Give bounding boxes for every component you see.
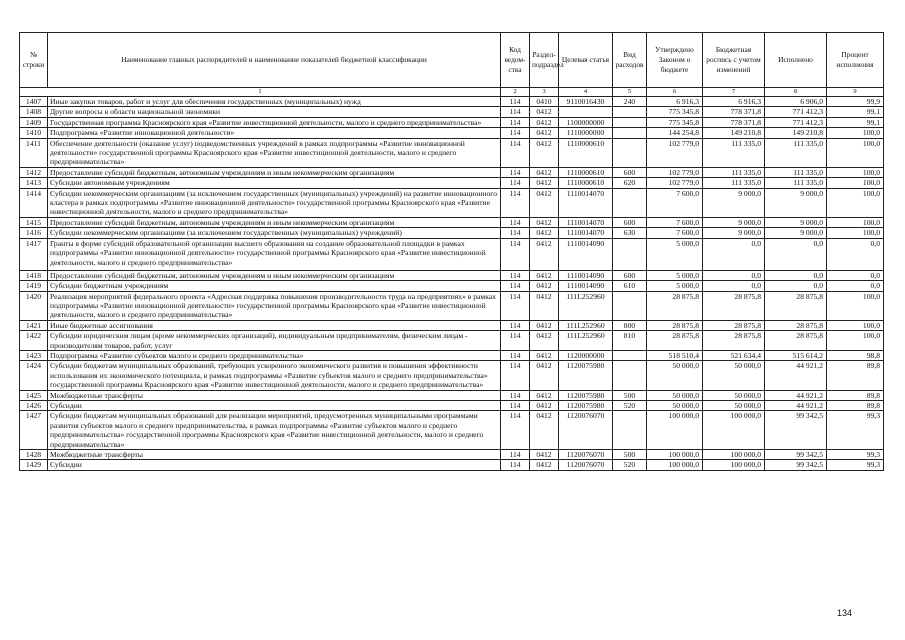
table-row (20, 400, 884, 410)
row-number: 1409 (20, 117, 48, 127)
row-section: 0412 (530, 281, 559, 291)
row-target: 1120076070 (559, 450, 613, 460)
row-percent: 99,3 (827, 411, 884, 450)
row-section: 0412 (530, 331, 559, 351)
row-target: 1110014090 (559, 281, 613, 291)
row-approved: 28 875,8 (647, 291, 703, 320)
row-section: 0412 (530, 291, 559, 320)
row-section: 0412 (530, 217, 559, 227)
table-row (20, 411, 884, 450)
row-number: 1408 (20, 107, 48, 117)
row-target: 1120075980 (559, 361, 613, 390)
table-row (20, 450, 884, 460)
row-expense-type: 520 (613, 460, 647, 470)
row-executed: 111 335,0 (765, 167, 827, 177)
row-dept-code: 114 (501, 167, 530, 177)
row-expense-type: 240 (613, 97, 647, 107)
row-expense-type (613, 128, 647, 138)
row-number: 1424 (20, 361, 48, 390)
column-number: 1 (20, 88, 501, 97)
row-executed: 28 875,8 (765, 320, 827, 330)
row-section: 0412 (530, 167, 559, 177)
row-dept-code: 114 (501, 188, 530, 217)
row-expense-type (613, 107, 647, 117)
row-target: 1110000610 (559, 138, 613, 167)
row-approved: 100 000,0 (647, 411, 703, 450)
row-target: 111L252960 (559, 320, 613, 330)
header-approved: Утверждено Законом о бюджете (647, 33, 703, 88)
table-row (20, 390, 884, 400)
row-approved: 5 000,0 (647, 281, 703, 291)
row-percent: 99,9 (827, 97, 884, 107)
row-executed: 28 875,8 (765, 331, 827, 351)
row-target: 1110000000 (559, 128, 613, 138)
row-budget-list: 111 335,0 (703, 178, 765, 188)
row-section: 0412 (530, 350, 559, 360)
row-dept-code: 114 (501, 291, 530, 320)
row-budget-list: 521 634,4 (703, 350, 765, 360)
row-name: Межбюджетные трансферты (48, 390, 501, 400)
row-executed: 771 412,3 (765, 107, 827, 117)
row-dept-code: 114 (501, 228, 530, 238)
row-name: Обеспечение деятельности (оказание услуг) подведомственных учреждений в рамках подпрограммы «Развитие инновационной деятельности» государственной программы Красноярского края «Развитие инвестиционной деятельности, малого и среднего предпринимательства» (48, 138, 501, 167)
row-number: 1414 (20, 188, 48, 217)
row-percent: 100,0 (827, 320, 884, 330)
row-expense-type: 620 (613, 178, 647, 188)
table-row (20, 270, 884, 280)
row-approved: 50 000,0 (647, 390, 703, 400)
row-expense-type (613, 350, 647, 360)
row-percent: 89,8 (827, 390, 884, 400)
table-row (20, 178, 884, 188)
column-number-row (20, 88, 884, 97)
row-dept-code: 114 (501, 460, 530, 470)
row-section: 0412 (530, 107, 559, 117)
row-dept-code: 114 (501, 117, 530, 127)
row-name: Субсидии некоммерческим организациям (за исключением государственных (муниципальных) учреждений) на развитие инновационного кластера в рамках подпрограммы «Развитие инновационной деятельности» государственной программы Красноярского края «Развитие инвестиционной деятельности, малого и среднего предпринимательства» (48, 188, 501, 217)
row-dept-code: 114 (501, 270, 530, 280)
header-executed: Исполнено (765, 33, 827, 88)
table-row (20, 107, 884, 117)
row-approved: 102 779,0 (647, 178, 703, 188)
table-row (20, 188, 884, 217)
row-approved: 6 916,3 (647, 97, 703, 107)
row-percent: 100,0 (827, 291, 884, 320)
row-target: 1110014070 (559, 217, 613, 227)
header-section: Раздел-подраздел (530, 33, 559, 88)
row-executed: 9 000,0 (765, 228, 827, 238)
row-executed: 9 000,0 (765, 217, 827, 227)
column-number: 9 (827, 88, 884, 97)
row-budget-list: 50 000,0 (703, 361, 765, 390)
row-target: 111L252960 (559, 291, 613, 320)
row-percent: 0,0 (827, 270, 884, 280)
table-row (20, 281, 884, 291)
row-target: 1120000000 (559, 350, 613, 360)
row-budget-list: 28 875,8 (703, 331, 765, 351)
column-number: 3 (530, 88, 559, 97)
row-expense-type: 610 (613, 281, 647, 291)
row-expense-type: 810 (613, 331, 647, 351)
page-number: 134 (837, 608, 853, 618)
row-executed: 99 342,5 (765, 460, 827, 470)
row-budget-list: 778 371,8 (703, 107, 765, 117)
row-approved: 7 600,0 (647, 217, 703, 227)
row-target: 1110000610 (559, 167, 613, 177)
row-target: 1100000000 (559, 117, 613, 127)
header-target: Целевая статья (559, 33, 613, 88)
table-row (20, 320, 884, 330)
row-name: Предоставление субсидий бюджетным, автономным учреждениям и иным некоммерческим организациям (48, 217, 501, 227)
row-section: 0410 (530, 97, 559, 107)
row-dept-code: 114 (501, 350, 530, 360)
row-section: 0412 (530, 270, 559, 280)
row-dept-code: 114 (501, 238, 530, 270)
row-executed: 44 921,2 (765, 361, 827, 390)
table-row (20, 138, 884, 167)
row-section: 0412 (530, 117, 559, 127)
row-section: 0412 (530, 128, 559, 138)
row-section: 0412 (530, 228, 559, 238)
row-number: 1417 (20, 238, 48, 270)
row-expense-type: 800 (613, 320, 647, 330)
row-expense-type: 500 (613, 450, 647, 460)
row-name: Иные закупки товаров, работ и услуг для обеспечения государственных (муниципальных) нужд (48, 97, 501, 107)
row-percent: 0,0 (827, 281, 884, 291)
row-approved: 100 000,0 (647, 460, 703, 470)
table-row (20, 97, 884, 107)
row-section: 0412 (530, 178, 559, 188)
row-executed: 6 906,0 (765, 97, 827, 107)
column-number: 7 (703, 88, 765, 97)
row-expense-type: 600 (613, 217, 647, 227)
row-budget-list: 50 000,0 (703, 400, 765, 410)
row-dept-code: 114 (501, 411, 530, 450)
row-executed: 111 335,0 (765, 178, 827, 188)
row-name: Межбюджетные трансферты (48, 450, 501, 460)
row-name: Субсидии (48, 460, 501, 470)
row-approved: 28 875,8 (647, 331, 703, 351)
row-budget-list: 0,0 (703, 238, 765, 270)
header-row-no: № строки (20, 33, 48, 88)
column-number: 4 (559, 88, 613, 97)
row-name: Субсидии юридическим лицам (кроме некоммерческих организаций), индивидуальным предпринимателям, физическим лицам - производителям товаров, работ, услуг (48, 331, 501, 351)
table-header-row (20, 33, 884, 88)
header-expense-type: Вид расходов (613, 33, 647, 88)
row-expense-type: 600 (613, 270, 647, 280)
row-executed: 44 921,2 (765, 390, 827, 400)
row-budget-list: 28 875,8 (703, 291, 765, 320)
row-executed: 99 342,5 (765, 450, 827, 460)
row-name: Реализация мероприятий федерального проекта «Адресная поддержка повышения производительности труда на предприятиях» в рамках подпрограммы «Развитие инновационной деятельности» государственной программы Красноярского края «Развитие инвестиционной деятельности, малого и среднего предпринимательства» (48, 291, 501, 320)
row-expense-type (613, 138, 647, 167)
row-expense-type (613, 117, 647, 127)
row-number: 1412 (20, 167, 48, 177)
row-section: 0412 (530, 450, 559, 460)
row-expense-type: 520 (613, 400, 647, 410)
row-approved: 50 000,0 (647, 361, 703, 390)
row-expense-type: 600 (613, 167, 647, 177)
row-name: Субсидии автономным учреждениям (48, 178, 501, 188)
row-name: Субсидии бюджетам муниципальных образований для реализации мероприятий, предусмотренных муниципальными программами развития субъектов малого и среднего предпринимательства, в рамках подпрограммы «Развитие субъектов малого и среднего предпринимательства» государственной программы Красноярского края «Развитие инвестиционной деятельности, малого и среднего предпринимательства» (48, 411, 501, 450)
row-budget-list: 111 335,0 (703, 167, 765, 177)
table-row (20, 291, 884, 320)
row-number: 1422 (20, 331, 48, 351)
row-number: 1429 (20, 460, 48, 470)
table-row (20, 331, 884, 351)
row-dept-code: 114 (501, 217, 530, 227)
row-executed: 149 210,8 (765, 128, 827, 138)
row-dept-code: 114 (501, 107, 530, 117)
row-budget-list: 100 000,0 (703, 411, 765, 450)
row-budget-list: 9 000,0 (703, 228, 765, 238)
row-name: Иные бюджетные ассигнования (48, 320, 501, 330)
row-budget-list: 778 371,8 (703, 117, 765, 127)
row-approved: 102 779,0 (647, 138, 703, 167)
row-name: Субсидии бюджетам муниципальных образований, требующих ускоренного экономического развития и повышения эффективности использования их экономического потенциала, в рамках подпрограммы «Развитие субъектов малого и среднего предпринимательства» государственной программы Красноярского края «Развитие инвестиционной деятельности, малого и среднего предпринимательства» (48, 361, 501, 390)
row-dept-code: 114 (501, 331, 530, 351)
row-percent: 100,0 (827, 331, 884, 351)
row-dept-code: 114 (501, 450, 530, 460)
table-row (20, 217, 884, 227)
row-approved: 775 345,8 (647, 107, 703, 117)
row-budget-list: 6 916,3 (703, 97, 765, 107)
row-target: 1120076070 (559, 411, 613, 450)
row-number: 1410 (20, 128, 48, 138)
column-number: 8 (765, 88, 827, 97)
row-approved: 144 254,8 (647, 128, 703, 138)
row-dept-code: 114 (501, 390, 530, 400)
table-row (20, 460, 884, 470)
row-expense-type (613, 188, 647, 217)
row-number: 1425 (20, 390, 48, 400)
header-dept-code: Код ведом-ства (501, 33, 530, 88)
row-approved: 775 345,8 (647, 117, 703, 127)
row-number: 1416 (20, 228, 48, 238)
row-target: 1110014070 (559, 188, 613, 217)
row-target: 1110014090 (559, 270, 613, 280)
row-name: Субсидии бюджетным учреждениям (48, 281, 501, 291)
row-name: Государственная программа Красноярского края «Развитие инвестиционной деятельности, малого и среднего предпринимательства» (48, 117, 501, 127)
row-budget-list: 28 875,8 (703, 320, 765, 330)
row-dept-code: 114 (501, 400, 530, 410)
row-name: Подпрограмма «Развитие инновационной деятельности» (48, 128, 501, 138)
row-section: 0412 (530, 320, 559, 330)
row-executed: 515 614,2 (765, 350, 827, 360)
row-target: 1110014070 (559, 228, 613, 238)
header-name: Наименование главных распорядителей и наименование показателей бюджетной классификации (48, 33, 501, 88)
row-number: 1423 (20, 350, 48, 360)
row-name: Гранты в форме субсидий образовательной организации высшего образования на создание образовательной площадки в рамках подпрограммы «Развитие инновационной деятельности» государственной программы Красноярского края «Развитие инвестиционной деятельности, малого и среднего предпринимательства» (48, 238, 501, 270)
row-section: 0412 (530, 390, 559, 400)
row-section: 0412 (530, 411, 559, 450)
table-row (20, 228, 884, 238)
row-section: 0412 (530, 238, 559, 270)
row-section: 0412 (530, 138, 559, 167)
header-budget-list: Бюджетная роспись с учетом изменений (703, 33, 765, 88)
row-budget-list: 100 000,0 (703, 460, 765, 470)
row-percent: 100,0 (827, 188, 884, 217)
row-budget-list: 149 210,8 (703, 128, 765, 138)
row-approved: 5 000,0 (647, 270, 703, 280)
row-executed: 111 335,0 (765, 138, 827, 167)
table-row (20, 238, 884, 270)
row-percent: 0,0 (827, 238, 884, 270)
row-target: 1120075980 (559, 390, 613, 400)
row-percent: 89,8 (827, 361, 884, 390)
row-percent: 100,0 (827, 178, 884, 188)
row-budget-list: 100 000,0 (703, 450, 765, 460)
row-approved: 102 779,0 (647, 167, 703, 177)
row-dept-code: 114 (501, 361, 530, 390)
row-section: 0412 (530, 188, 559, 217)
row-number: 1419 (20, 281, 48, 291)
row-executed: 771 412,3 (765, 117, 827, 127)
table-row (20, 350, 884, 360)
row-executed: 28 875,8 (765, 291, 827, 320)
row-executed: 0,0 (765, 238, 827, 270)
row-budget-list: 111 335,0 (703, 138, 765, 167)
row-target: 1110014090 (559, 238, 613, 270)
row-number: 1418 (20, 270, 48, 280)
row-dept-code: 114 (501, 281, 530, 291)
row-target: 9110016430 (559, 97, 613, 107)
row-percent: 89,8 (827, 400, 884, 410)
row-approved: 50 000,0 (647, 400, 703, 410)
row-number: 1421 (20, 320, 48, 330)
row-percent: 100,0 (827, 217, 884, 227)
row-expense-type (613, 291, 647, 320)
row-name: Другие вопросы в области национальной экономики (48, 107, 501, 117)
table-row (20, 361, 884, 390)
row-target: 1110000610 (559, 178, 613, 188)
row-approved: 7 600,0 (647, 188, 703, 217)
row-budget-list: 0,0 (703, 281, 765, 291)
table-row (20, 167, 884, 177)
row-target (559, 107, 613, 117)
row-name: Субсидии некоммерческим организациям (за исключением государственных (муниципальных) учреждений) (48, 228, 501, 238)
row-target: 111L252960 (559, 331, 613, 351)
row-expense-type (613, 411, 647, 450)
row-percent: 99,1 (827, 117, 884, 127)
row-budget-list: 9 000,0 (703, 188, 765, 217)
row-budget-list: 0,0 (703, 270, 765, 280)
row-executed: 9 000,0 (765, 188, 827, 217)
row-percent: 100,0 (827, 228, 884, 238)
table-row (20, 117, 884, 127)
column-number: 2 (501, 88, 530, 97)
row-number: 1428 (20, 450, 48, 460)
column-number: 5 (613, 88, 647, 97)
table-body (20, 97, 884, 471)
row-section: 0412 (530, 361, 559, 390)
row-name: Субсидии (48, 400, 501, 410)
row-executed: 0,0 (765, 270, 827, 280)
row-section: 0412 (530, 460, 559, 470)
budget-execution-table (19, 32, 884, 471)
row-dept-code: 114 (501, 178, 530, 188)
row-budget-list: 9 000,0 (703, 217, 765, 227)
row-number: 1413 (20, 178, 48, 188)
row-number: 1426 (20, 400, 48, 410)
row-percent: 100,0 (827, 128, 884, 138)
row-dept-code: 114 (501, 128, 530, 138)
row-budget-list: 50 000,0 (703, 390, 765, 400)
row-percent: 100,0 (827, 138, 884, 167)
row-dept-code: 114 (501, 97, 530, 107)
row-approved: 28 875,8 (647, 320, 703, 330)
row-percent: 98,8 (827, 350, 884, 360)
row-percent: 99,3 (827, 450, 884, 460)
row-percent: 99,1 (827, 107, 884, 117)
column-number: 6 (647, 88, 703, 97)
row-expense-type: 630 (613, 228, 647, 238)
row-approved: 5 000,0 (647, 238, 703, 270)
row-number: 1420 (20, 291, 48, 320)
row-executed: 0,0 (765, 281, 827, 291)
row-expense-type (613, 361, 647, 390)
budget-table-sheet (19, 32, 883, 471)
row-approved: 100 000,0 (647, 450, 703, 460)
row-name: Предоставление субсидий бюджетным, автономным учреждениям и иным некоммерческим организациям (48, 270, 501, 280)
table-row (20, 128, 884, 138)
row-name: Предоставление субсидий бюджетным, автономным учреждениям и иным некоммерческим организациям (48, 167, 501, 177)
row-number: 1427 (20, 411, 48, 450)
row-name: Подпрограмма «Развитие субъектов малого и среднего предпринимательства» (48, 350, 501, 360)
row-number: 1415 (20, 217, 48, 227)
row-executed: 99 342,5 (765, 411, 827, 450)
row-number: 1411 (20, 138, 48, 167)
header-percent: Процент исполнения (827, 33, 884, 88)
row-expense-type: 500 (613, 390, 647, 400)
row-number: 1407 (20, 97, 48, 107)
row-executed: 44 921,2 (765, 400, 827, 410)
row-target: 1120075980 (559, 400, 613, 410)
row-dept-code: 114 (501, 138, 530, 167)
row-dept-code: 114 (501, 320, 530, 330)
row-section: 0412 (530, 400, 559, 410)
row-approved: 518 510,4 (647, 350, 703, 360)
row-target: 1120076070 (559, 460, 613, 470)
row-expense-type (613, 238, 647, 270)
row-approved: 7 600,0 (647, 228, 703, 238)
row-percent: 100,0 (827, 167, 884, 177)
row-percent: 99,3 (827, 460, 884, 470)
